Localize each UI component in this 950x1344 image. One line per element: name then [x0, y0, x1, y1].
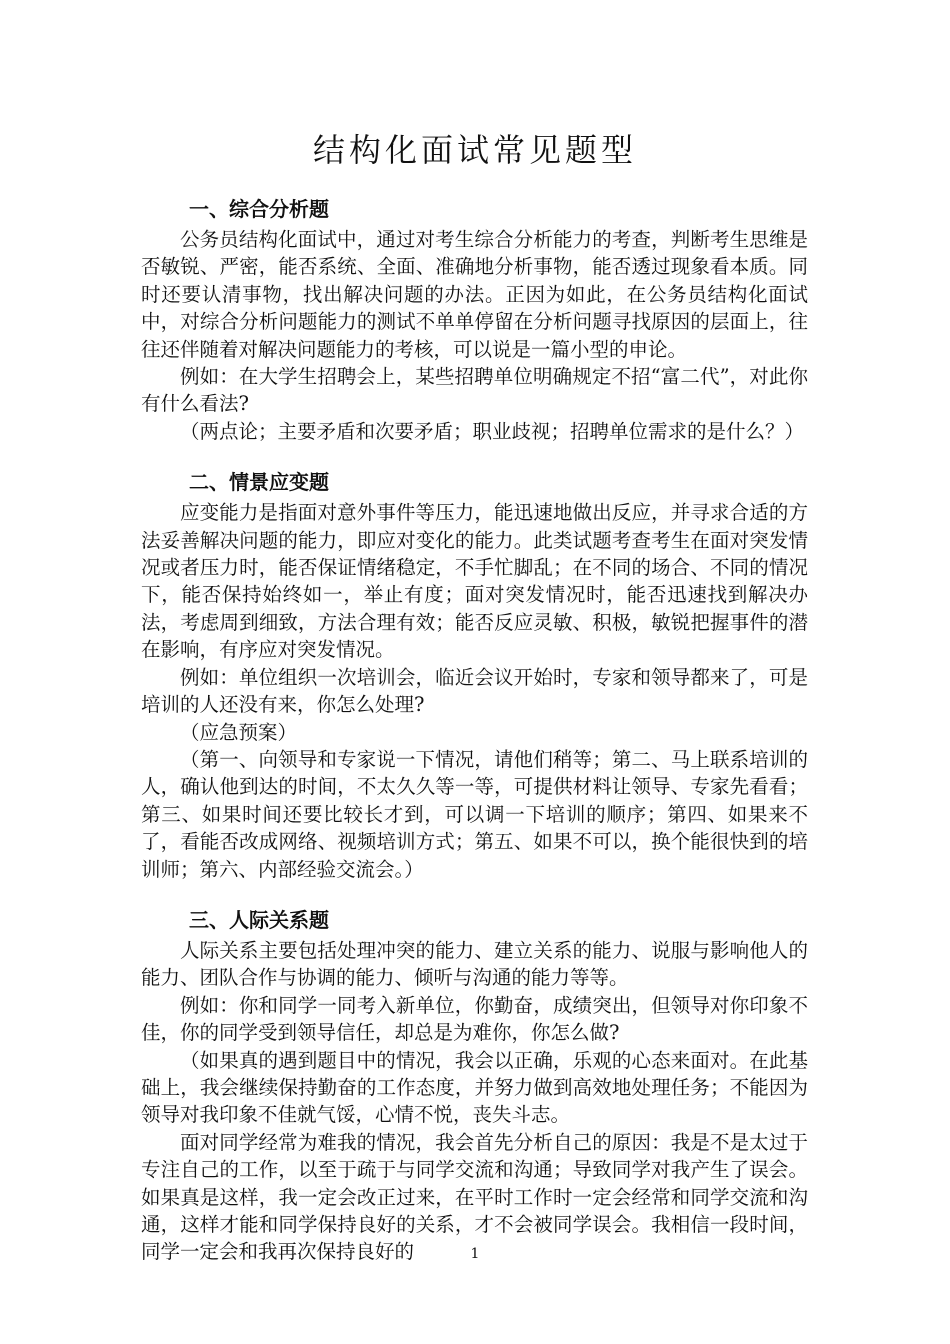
paragraph: 例如：你和同学一同考入新单位，你勤奋，成绩突出，但领导对你印象不佳，你的同学受到领导信任，却总是为难你，你怎么做? — [141, 993, 808, 1045]
paragraph: 面对同学经常为难我的情况，我会首先分析自己的原因：我是不是太过于专注自己的工作，以至于疏于与同学交流和沟通；导致同学对我产生了误会。如果真是这样，我一定会改正过来，在平时工作时一定会经常和同学交流和沟通，这样才能和同学保持良好的关系，才不会被同学误会。我相信一段时间，同学一定会和我再次保持良好的 — [141, 1130, 808, 1264]
section-heading: 一、综合分析题 — [189, 197, 329, 221]
paragraph: 人际关系主要包括处理冲突的能力、建立关系的能力、说服与影响他人的能力、团队合作与协调的能力、倾听与沟通的能力等等。 — [141, 938, 808, 990]
section-heading: 二、情景应变题 — [189, 470, 329, 495]
document-body — [141, 192, 808, 1266]
section-interpersonal — [141, 903, 808, 1266]
section-gap — [141, 883, 808, 903]
paragraph: 公务员结构化面试中，通过对考生综合分析能力的考查，判断考生思维是否敏锐、严密，能否系统、全面、准确地分析事物，能否透过现象看本质。同时还要认清事物，找出解决问题的办法。正因为如此，在公务员结构化面试中，对综合分析问题能力的测试不单单停留在分析问题寻找原因的层面上，往往还伴随着对解决问题能力的考核，可以说是一篇小型的申论。 — [141, 228, 808, 361]
paragraph: （如果真的遇到题目中的情况，我会以正确，乐观的心态来面对。在此基础上，我会继续保持勤奋的工作态度，并努力做到高效地处理任务；不能因为领导对我印象不佳就气馁，心情不悦，丧失斗志。 — [141, 1048, 808, 1127]
paragraph: 例如：在大学生招聘会上，某些招聘单位明确规定不招“富二代”，对此你有什么看法? — [141, 365, 808, 416]
document-title: 结构化面试常见题型 — [312, 131, 637, 169]
paragraph: （两点论；主要矛盾和次要矛盾；职业歧视；招聘单位需求的是什么？） — [180, 419, 805, 443]
section-gap — [141, 445, 808, 465]
section-heading: 三、人际关系题 — [189, 907, 329, 932]
paragraph: 例如：单位组织一次培训会，临近会议开始时，专家和领导都来了，可是培训的人还没有来，你怎么处理? — [141, 665, 808, 717]
paragraph: （第一、向领导和专家说一下情况，请他们稍等；第二、马上联系培训的人，确认他到达的时间，不太久久等一等，可提供材料让领导、专家先看看；第三、如果时间还要比较长才到，可以调一下培训的顺序；第四、如果来不了，看能否改成网络、视频培训方式；第五、如果不可以，换个能很快到的培训师；第六、内部经验交流会。） — [141, 747, 808, 881]
paragraph: （应急预案） — [180, 720, 298, 744]
page-number: 1 — [470, 1246, 480, 1262]
section-situational-response — [141, 465, 808, 883]
section-comprehensive-analysis — [141, 192, 808, 445]
paragraph: 应变能力是指面对意外事件等压力，能迅速地做出反应，并寻求合适的方法妥善解决问题的能力，即应对变化的能力。此类试题考查考生在面对突发情况或者压力时，能否保证情绪稳定，不手忙脚乱；在不同的场合、不同的情况下，能否保持始终如一，举止有度；面对突发情况时，能否迅速找到解决办法，考虑周到细致，方法合理有效；能否反应灵敏、积极，敏锐把握事件的潜在影响，有序应对突发情况。 — [141, 501, 808, 662]
